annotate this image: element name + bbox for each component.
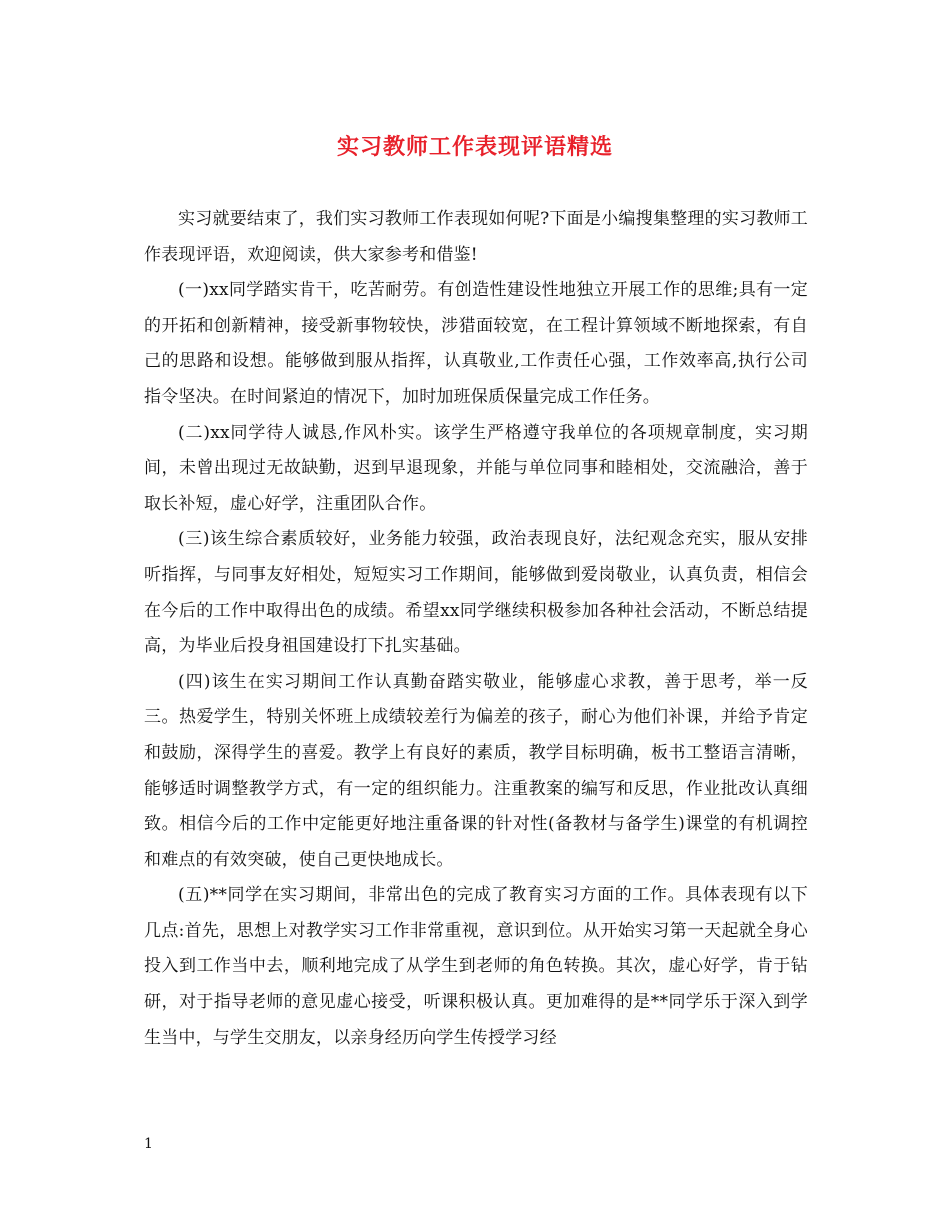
paragraph-3: (三)该生综合素质较好，业务能力较强，政治表现良好，法纪观念充实，服从安排听指挥，与同事友好相处，短短实习工作期间，能够做到爱岗敬业，认真负责，相信会在今后的工作中取得出色的成绩。希望xx同学继续积极参加各种社会活动，不断总结提高，为毕业后投身祖国建设打下扎实基础。: [144, 529, 808, 657]
document-title: 实习教师工作表现评语精选: [336, 134, 613, 160]
paragraph-2: (二)xx同学待人诚恳,作风朴实。该学生严格遵守我单位的各项规章制度，实习期间，未曾出现过无故缺勤，迟到早退现象，并能与单位同事和睦相处，交流融洽，善于取长补短，虚心好学，注重团队合作。: [144, 422, 808, 514]
document-body: [144, 202, 808, 1056]
paragraph-intro: 实习就要结束了，我们实习教师工作表现如何呢?下面是小编搜集整理的实习教师工作表现评语，欢迎阅读，供大家参考和借鉴!: [144, 209, 808, 265]
paragraph-4: (四)该生在实习期间工作认真勤奋踏实敬业，能够虚心求教，善于思考，举一反三。热爱学生，特别关怀班上成绩较差行为偏差的孩子，耐心为他们补课，并给予肯定和鼓励，深得学生的喜爱。教学上有良好的素质，教学目标明确，板书工整语言清晰，能够适时调整教学方式，有一定的组织能力。注重教案的编写和反思，作业批改认真细致。相信今后的工作中定能更好地注重备课的针对性(备教材与备学生)课堂的有机调控和难点的有效突破，使自己更快地成长。: [144, 671, 808, 870]
paragraph-5: (五)**同学在实习期间，非常出色的完成了教育实习方面的工作。具体表现有以下几点:首先，思想上对教学实习工作非常重视，意识到位。从开始实习第一天起就全身心投入到工作当中去，顺利地完成了从学生到老师的角色转换。其次，虚心好学，肯于钻研，对于指导老师的意见虚心接受，听课积极认真。更加难得的是**同学乐于深入到学生当中，与学生交朋友，以亲身经历向学生传授学习经: [144, 885, 808, 1048]
paragraph-1: (一)xx同学踏实肯干，吃苦耐劳。有创造性建设性地独立开展工作的思维;具有一定的开拓和创新精神，接受新事物较快，涉猎面较宽，在工程计算领域不断地探索，有自己的思路和设想。能够做到服从指挥，认真敬业,工作责任心强，工作效率高,执行公司指令坚决。在时间紧迫的情况下，加时加班保质保量完成工作任务。: [144, 280, 808, 407]
page-number: 1: [144, 1136, 153, 1152]
